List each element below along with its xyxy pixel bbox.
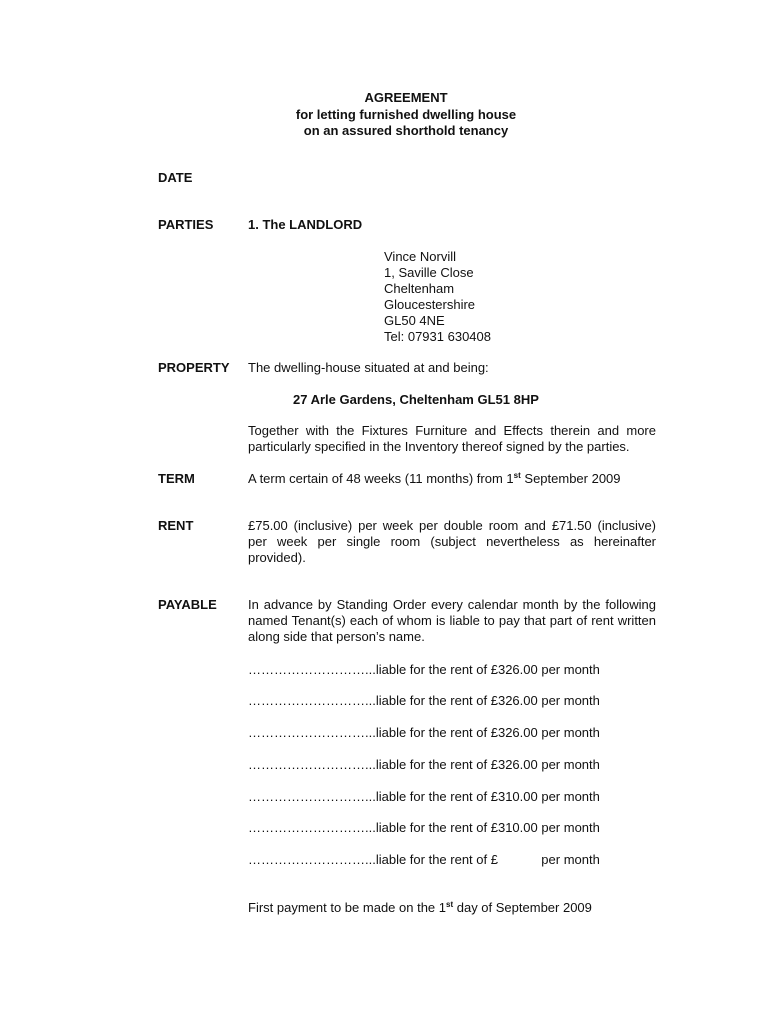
term-text (248, 471, 621, 487)
landlord-address (384, 249, 491, 345)
tenant-rent-line: ………………………...liable for the rent of £326.00 per month (248, 757, 600, 772)
document-title (0, 90, 768, 140)
first-payment-main: First payment to be made on the 1 (248, 900, 446, 915)
property-label: PROPERTY (158, 360, 230, 375)
landlord-postcode: GL50 4NE (384, 313, 445, 328)
tenant-rent-line: ………………………...liable for the rent of £310.00 per month (248, 789, 600, 804)
payable-text: In advance by Standing Order every calendar month by the following named Tenant(s) each of whom is liable to pay that part of rent written along side that person’s name. (248, 597, 656, 644)
tenant-rent-line: ………………………...liable for the rent of £326.00 per month (248, 693, 600, 708)
first-payment-ordinal: st (446, 900, 454, 909)
tenant-rent-line: ………………………...liable for the rent of £ per month (248, 852, 600, 867)
tenant-rent-line: ………………………...liable for the rent of £326.00 per month (248, 725, 600, 740)
tenant-rent-line: ………………………...liable for the rent of £310.00 per month (248, 820, 600, 835)
property-fixtures: Together with the Fixtures Furniture and Effects therein and more particularly specified in the Inventory thereof signed by the parties. (248, 423, 656, 454)
payable-label: PAYABLE (158, 597, 217, 612)
parties-label: PARTIES (158, 217, 214, 232)
first-payment-text (248, 900, 592, 916)
landlord-street: 1, Saville Close (384, 265, 474, 280)
date-label: DATE (158, 170, 193, 185)
term-ordinal: st (513, 471, 521, 480)
title-line-1: AGREEMENT (364, 90, 448, 105)
rent-text: £75.00 (inclusive) per week per double room and £71.50 (inclusive) per week per single room (subject nevertheless as hereinafter provided). (248, 518, 656, 565)
title-line-2: for letting furnished dwelling house (295, 106, 517, 122)
term-label: TERM (158, 471, 195, 486)
first-payment-end: day of September 2009 (453, 900, 592, 915)
rent-label: RENT (158, 518, 194, 533)
title-line-3: on an assured shorthold tenancy (303, 123, 509, 138)
landlord-name: Vince Norvill (384, 249, 457, 264)
property-address: 27 Arle Gardens, Cheltenham GL51 8HP (293, 392, 539, 407)
landlord-county: Gloucestershire (384, 297, 476, 312)
tenant-rent-line: ………………………...liable for the rent of £326.00 per month (248, 662, 600, 677)
landlord-heading: 1. The LANDLORD (248, 217, 363, 232)
term-text-end: September 2009 (520, 471, 621, 486)
term-text-main: A term certain of 48 weeks (11 months) from 1 (248, 471, 514, 486)
landlord-town: Cheltenham (384, 281, 455, 296)
property-intro: The dwelling-house situated at and being: (248, 360, 489, 375)
landlord-phone: Tel: 07931 630408 (384, 329, 491, 344)
